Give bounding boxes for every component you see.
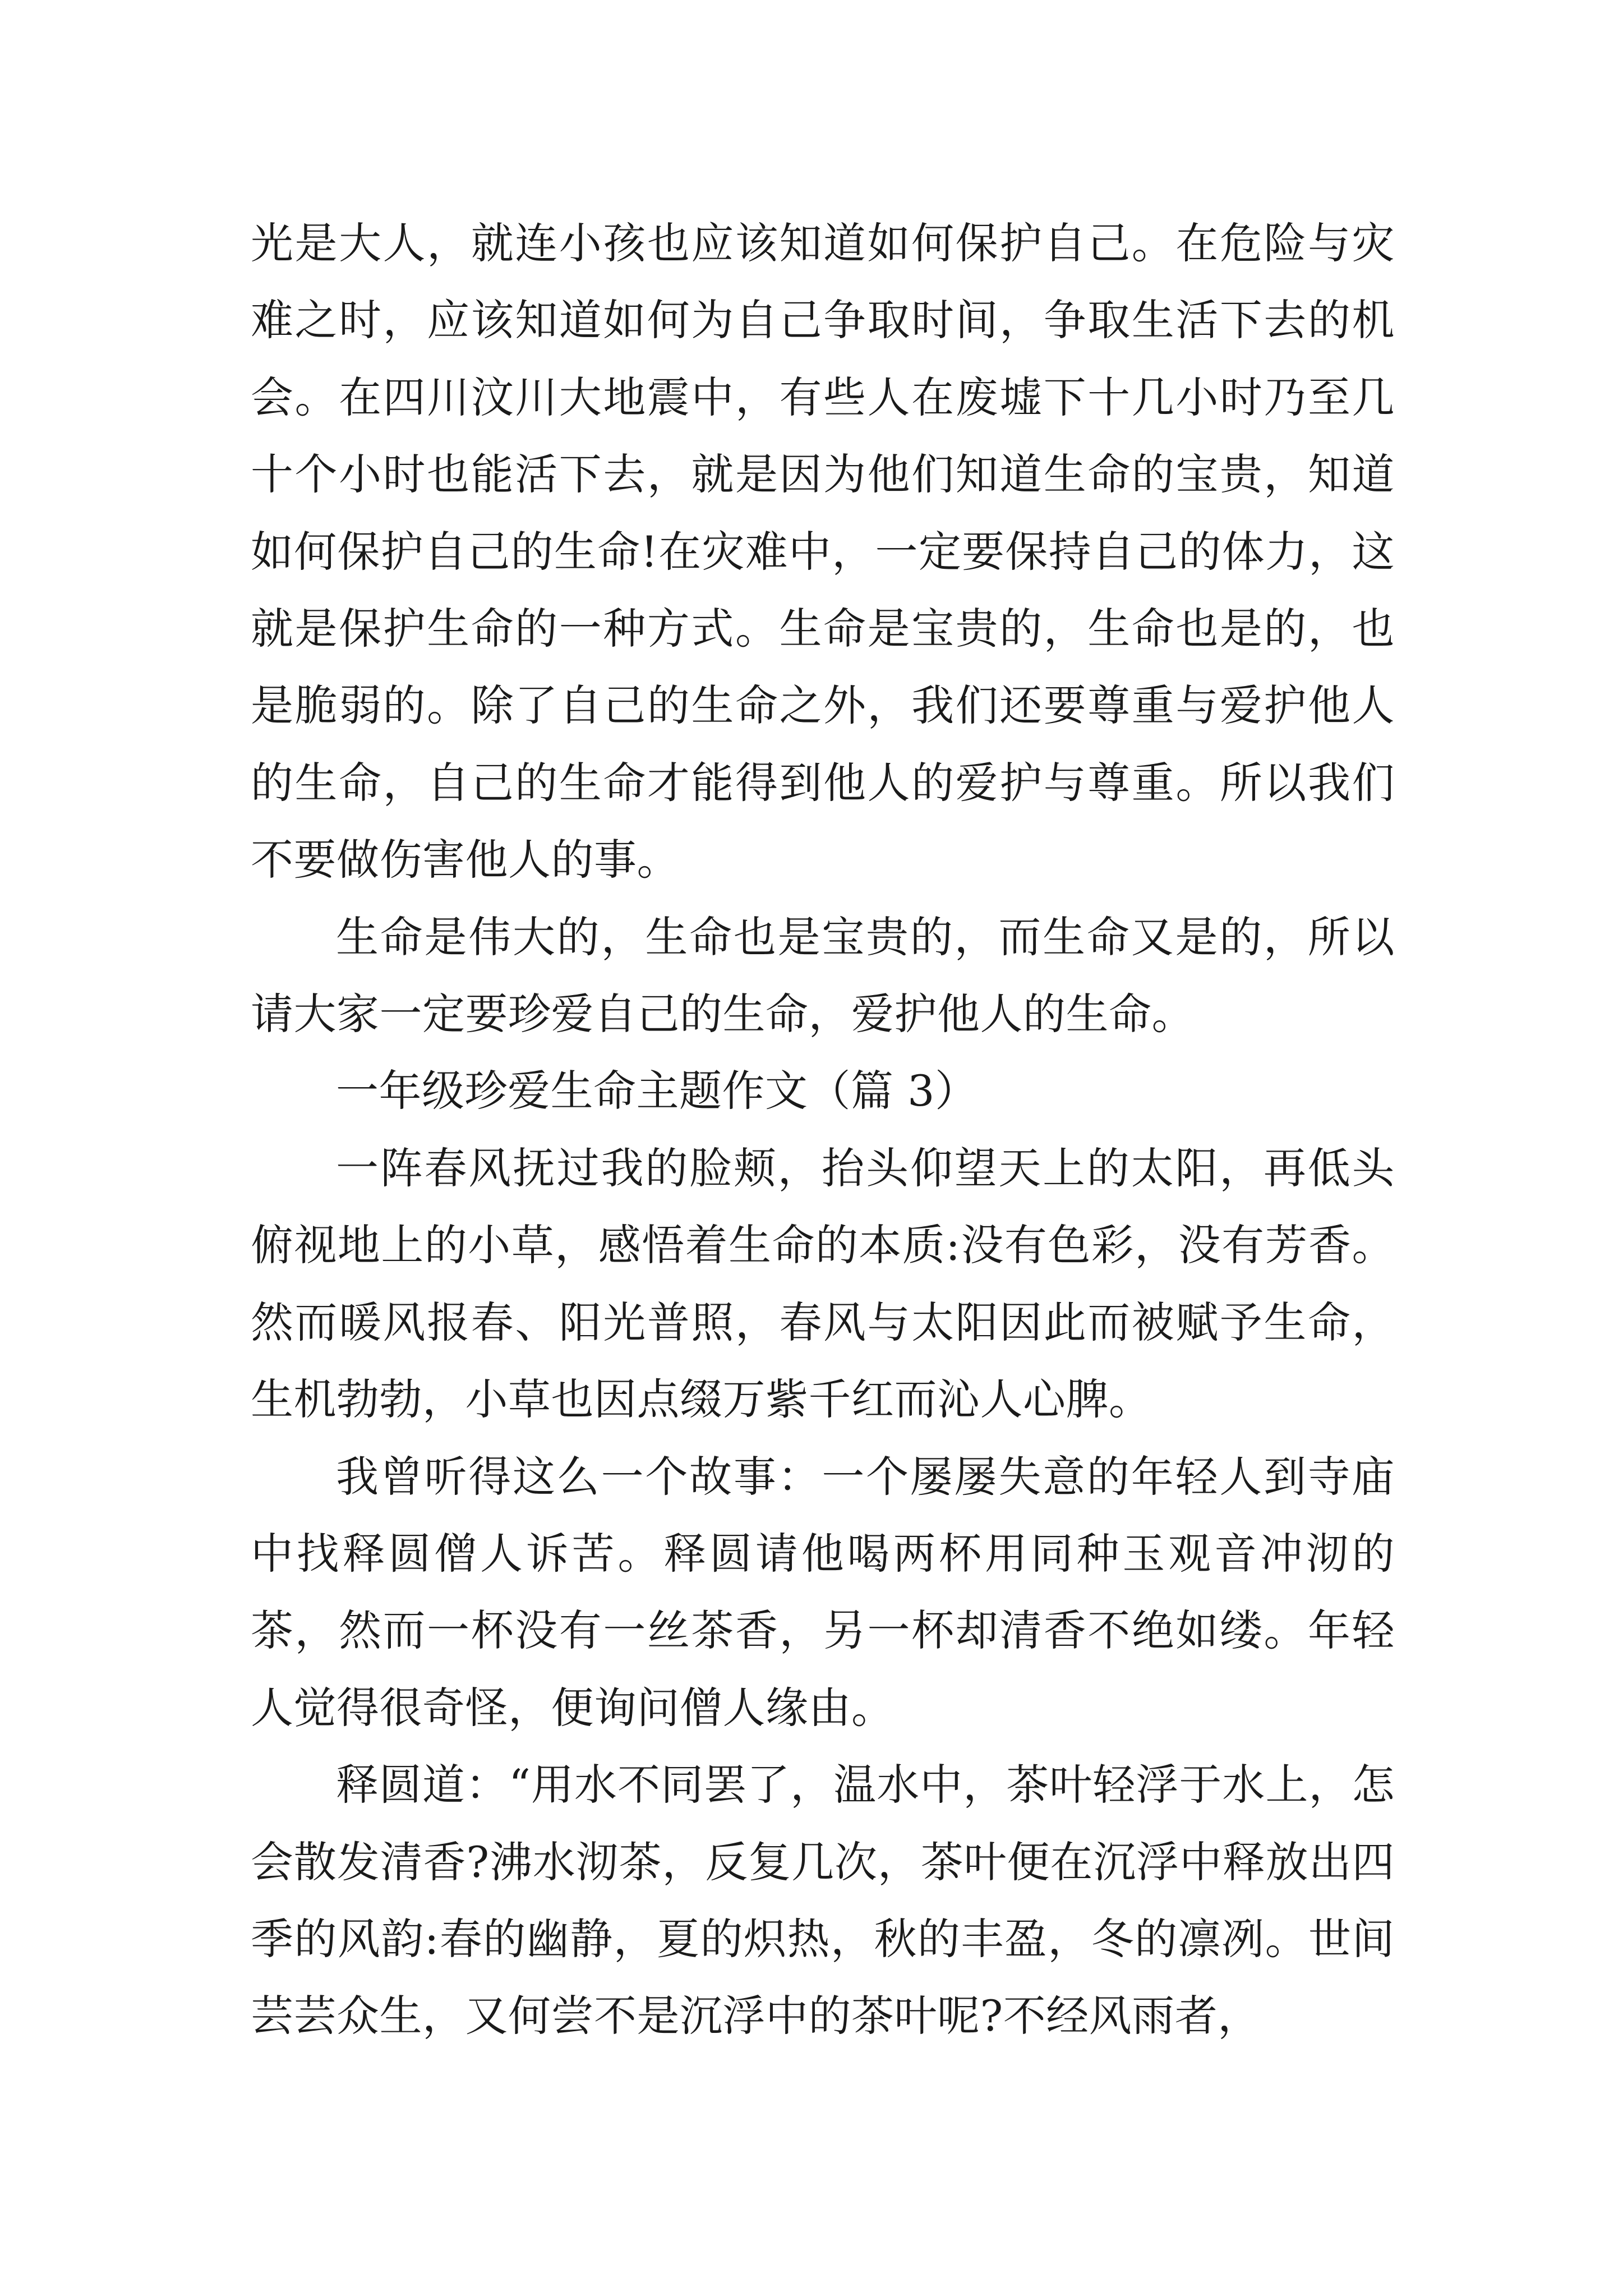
essay-heading: 一年级珍爱生命主题作文（篇 3） <box>336 1066 978 1116</box>
paragraph-monk-speech: 释圆道：“用水不同罢了，温水中，茶叶轻浮于水上，怎会散发清香?沸水沏茶，反复几次，茶叶便在沉浮中释放出四季的风韵:春的幽静，夏的炽热，秋的丰盈，冬的凛冽。世间芸芸众生，又何尝不是沉浮中的茶叶呢?不经风雨者， <box>251 1760 1395 2041</box>
paragraph-story: 我曾听得这么一个故事：一个屡屡失意的年轻人到寺庙中找释圆僧人诉苦。释圆请他喝两杯用同种玉观音冲沏的茶，然而一杯没有一丝茶香，另一杯却清香不绝如缕。年轻人觉得很奇怪，便询问僧人缘由。 <box>251 1451 1395 1733</box>
paragraph-conclusion: 生命是伟大的，生命也是宝贵的，而生命又是的，所以请大家一定要珍爱自己的生命，爱护他人的生命。 <box>251 912 1395 1039</box>
essay-body <box>251 205 1395 2055</box>
paragraph-continued: 光是大人，就连小孩也应该知道如何保护自己。在危险与灾难之时，应该知道如何为自己争取时间，争取生活下去的机会。在四川汶川大地震中，有些人在废墟下十几小时乃至几十个小时也能活下去，就是因为他们知道生命的宝贵，知道如何保护自己的生命!在灾难中，一定要保持自己的体力，这就是保护生命的一种方式。生命是宝贵的，生命也是的，也是脆弱的。除了自己的生命之外，我们还要尊重与爱护他人的生命，自己的生命才能得到他人的爱护与尊重。所以我们不要做伤害他人的事。 <box>251 218 1395 885</box>
paragraph-spring-wind: 一阵春风抚过我的脸颊，抬头仰望天上的太阳，再低头俯视地上的小草，感悟着生命的本质:没有色彩，没有芳香。然而暖风报春、阳光普照，春风与太阳因此而被赋予生命，生机勃勃，小草也因点缀万紫千红而沁人心脾。 <box>251 1143 1395 1425</box>
